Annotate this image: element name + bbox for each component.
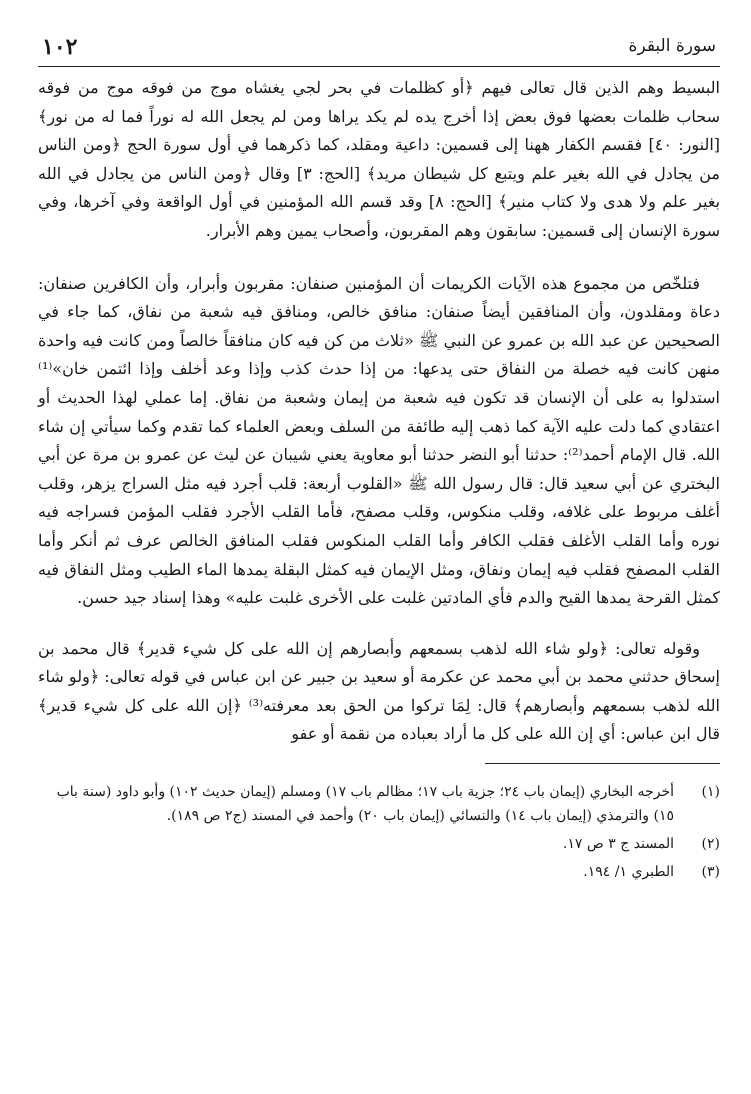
paragraph-1: البسيط وهم الذين قال تعالى فيهم ﴿أو كظلمات في بحر لجي يغشاه موج من فوقه موج من فوقه سحاب ظلمات بعضها فوق بعض إذا أخرج يده لم يكد يراها ومن لم يجعل الله له نوراً فما له من نور﴾ [النور: ٤٠] فقسم الكفار ههنا إلى قسمين: داعية ومقلد، كما ذكرهما في أول سورة الحج ﴿ومن الناس من يجادل في الله بغير علم ويتبع كل شيطان مريد﴾ [الحج: ٣] وقال ﴿ومن الناس من يجادل في الله بغير علم ولا هدى ولا كتاب منير﴾ [الحج: ٨] وقد قسم الله المؤمنين في أول الواقعة وفي آخرها، وفي سورة الإنسان إلى قسمين: سابقون وهم المقربون، وأصحاب يمين وهم الأبرار.: [38, 78, 721, 240]
footnote-number: (١): [701, 784, 720, 801]
footnote-text: أخرجه البخاري (إيمان باب ٢٤؛ جزية باب ١٧؛ مظالم باب ١٧) ومسلم (إيمان حديث ١٠٢) وأبو داود (سنة باب ١٥) والترمذي (إيمان باب ١٤) والنسائي (إيمان باب ٢٠) وأحمد في المسند (ج٢ ص ١٨٩).: [56, 784, 674, 825]
footnote-number: (٢): [701, 836, 720, 853]
book-page: [38, 28, 720, 1078]
page-number: ١٠٢: [42, 34, 78, 60]
footnote-text: المسند ج ٣ ص ١٧.: [562, 836, 674, 853]
footnote-2: [38, 832, 720, 856]
main-text: [38, 74, 720, 749]
footnote-number: (٣): [701, 864, 720, 881]
paragraph-3: وقوله تعالى: ﴿ولو شاء الله لذهب بسمعهم وأبصارهم إن الله على كل شيء قدير﴾ قال محمد بن إسحاق حدثني محمد بن أبي محمد عن عكرمة أو سعيد بن جبير عن ابن عباس في قوله تعالى: ﴿ولو شاء الله لذهب بسمعهم وأبصارهم﴾ قال: لِمَا تركوا من الحق بعد معرفته⁽³⁾ ﴿إن الله على كل شيء قدير﴾ قال ابن عباس: أي إن الله على كل ما أراد بعباده من نقمة أو عفو: [38, 638, 721, 744]
page-header: [38, 28, 720, 68]
footnote-1: [38, 780, 720, 828]
header-divider: [38, 66, 720, 67]
footnote-3: [38, 860, 720, 884]
surah-name: سورة البقرة: [628, 36, 716, 56]
footnote-text: الطبري ١/ ١٩٤.: [583, 864, 674, 881]
paragraph-2: فتلخّص من مجموع هذه الآيات الكريمات أن المؤمنين صنفان: مقربون وأبرار، وأن الكافرين صنفان: دعاة ومقلدون، وأن المنافقين أيضاً صنفان: منافق خالص، ومنافق فيه شعبة من نفاق، كما جاء في الصحيحين عن عبد الله بن عمرو عن النبي ﷺ «ثلاث من كن فيه كان منافقاً خالصاً ومن كانت فيه واحدة منهن كانت فيه خصلة من النفاق حتى يدعها: من إذا حدث كذب وإذا وعد أخلف وإذا ائتمن خان»⁽¹⁾ استدلوا به على أن الإنسان قد تكون فيه شعبة من إيمان وشعبة من نفاق. إما عملي لهذا الحديث أو اعتقادي كما دلت عليه الآية كما ذهب إليه طائفة من السلف وبعض العلماء كما تقدم وكما سيأتي إن شاء الله. قال الإمام أحمد⁽²⁾: حدثنا أبو النضر حدثنا أبو معاوية يعني شيبان عن ليث عن عمرو بن مرة عن أبي البختري عن أبي سعيد قال: قال رسول الله ﷺ «القلوب أربعة: قلب أجرد فيه مثل السراج يزهر، وقلب أغلف مربوط على غلافه، وقلب منكوس، وقلب مصفح، فأما القلب الأجرد فقلب المؤمن فسراجه فيه نوره وأما القلب الأغلف فقلب الكافر وأما القلب المنكوس فقلب المنافق الخالص عرف ثم أنكر وأما القلب المصفح فقلب فيه إيمان ونفاق، ومثل الإيمان فيه كمثل البقلة يمدها الماء الطيب ومثل النفاق فيه كمثل القرحة يمدها القيح والدم فأي المادتين غلبت على الأخرى غلبت عليه» وهذا إسناد جيد حسن.: [38, 273, 721, 608]
footnotes: [38, 780, 720, 884]
footnote-divider: [485, 763, 720, 764]
